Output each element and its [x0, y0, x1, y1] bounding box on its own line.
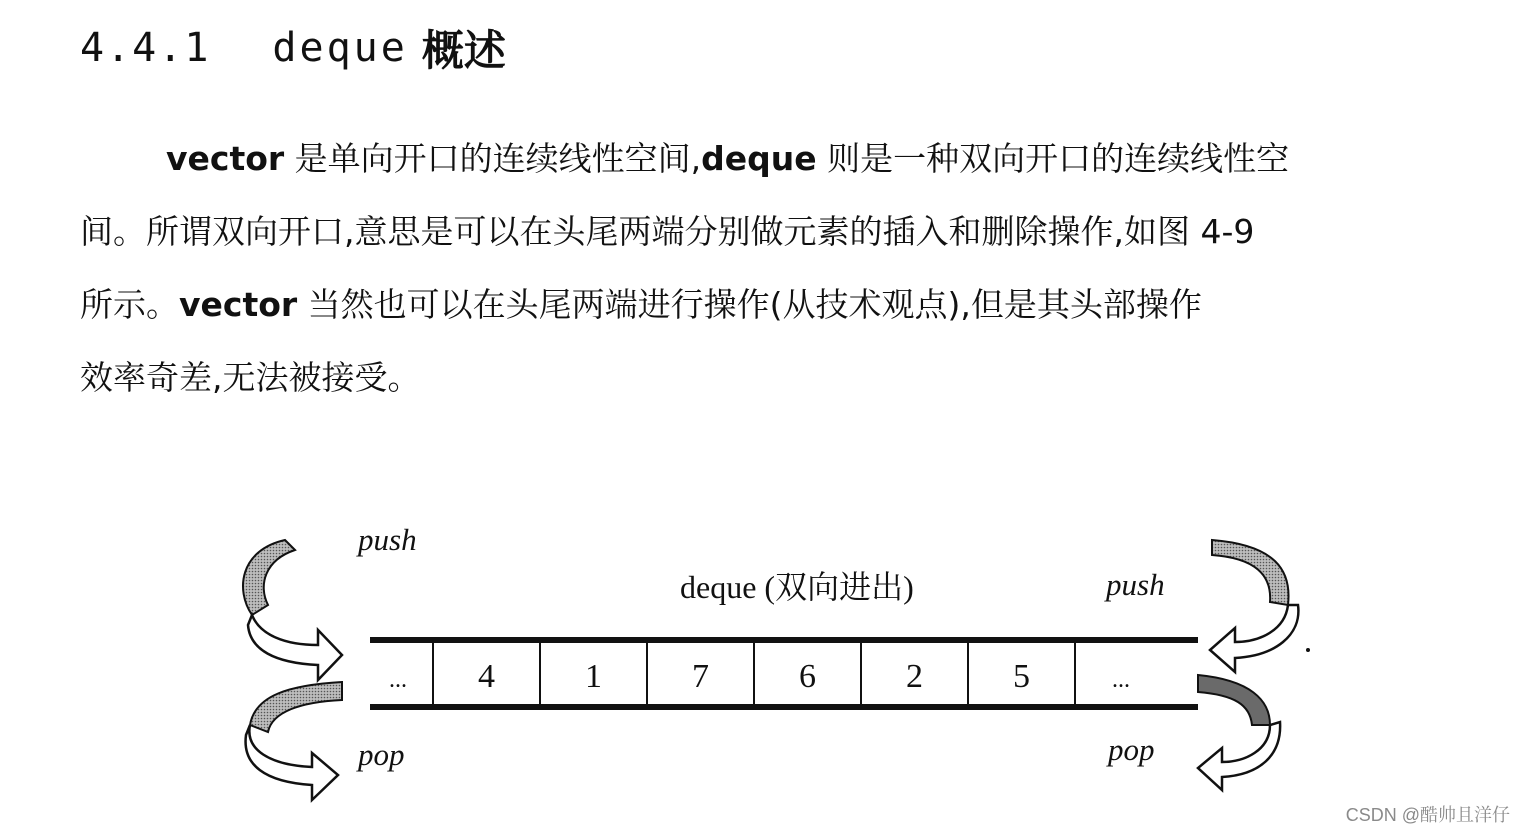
deque-cell-value: 1 [585, 658, 602, 695]
stray-dot [1306, 648, 1310, 652]
right-push-arrow-icon [1210, 540, 1298, 672]
paragraph-text: 当然也可以在头尾两端进行操作(从技术观点),但是其头部操作 [297, 285, 1202, 324]
figure-title: deque (双向进出) [680, 569, 914, 605]
deque-cell-value: 5 [1013, 658, 1030, 695]
deque-cell-value: 7 [692, 658, 709, 695]
deque-cell-value: ... [389, 667, 407, 693]
paragraph-text: 则是一种双向开口的连续线性空 [816, 139, 1290, 178]
right-pop-arrow-icon [1198, 675, 1280, 790]
section-title-cjk: 概述 [421, 26, 506, 75]
left-push-label: push [358, 522, 417, 557]
deque-cell-value: 6 [799, 658, 816, 695]
deque-diagram [230, 510, 1320, 820]
deque-figure [230, 510, 1320, 820]
left-push-arrow-icon [243, 540, 342, 680]
watermark: CSDN @酷帅且洋仔 [1345, 805, 1510, 825]
left-pop-arrow-icon [246, 682, 342, 800]
deque-cell-value: 2 [906, 658, 923, 695]
paragraph-line-3 [80, 285, 1202, 325]
deque-cell-value: 4 [478, 658, 495, 695]
paragraph-line-2: 间。所谓双向开口,意思是可以在头尾两端分别做元素的插入和删除操作,如图 4-9 [80, 212, 1255, 251]
right-pop-label: pop [1108, 732, 1155, 767]
deque-cell-value: ... [1112, 667, 1130, 693]
section-heading [80, 18, 506, 78]
deque-cells [389, 640, 1130, 707]
paragraph-text: 是单向开口的连续线性空间, [284, 139, 702, 178]
inline-code: deque [701, 139, 817, 178]
inline-code: vector [166, 139, 285, 178]
left-pop-label: pop [358, 737, 405, 772]
inline-code: vector [179, 285, 298, 324]
section-title-word: deque [272, 25, 408, 71]
paragraph-text: 所示。 [80, 285, 179, 324]
right-push-label: push [1106, 567, 1165, 602]
paragraph-line-1 [80, 139, 1289, 179]
section-number: 4.4.1 [80, 25, 211, 71]
paragraph-line-4: 效率奇差,无法被接受。 [80, 358, 421, 397]
